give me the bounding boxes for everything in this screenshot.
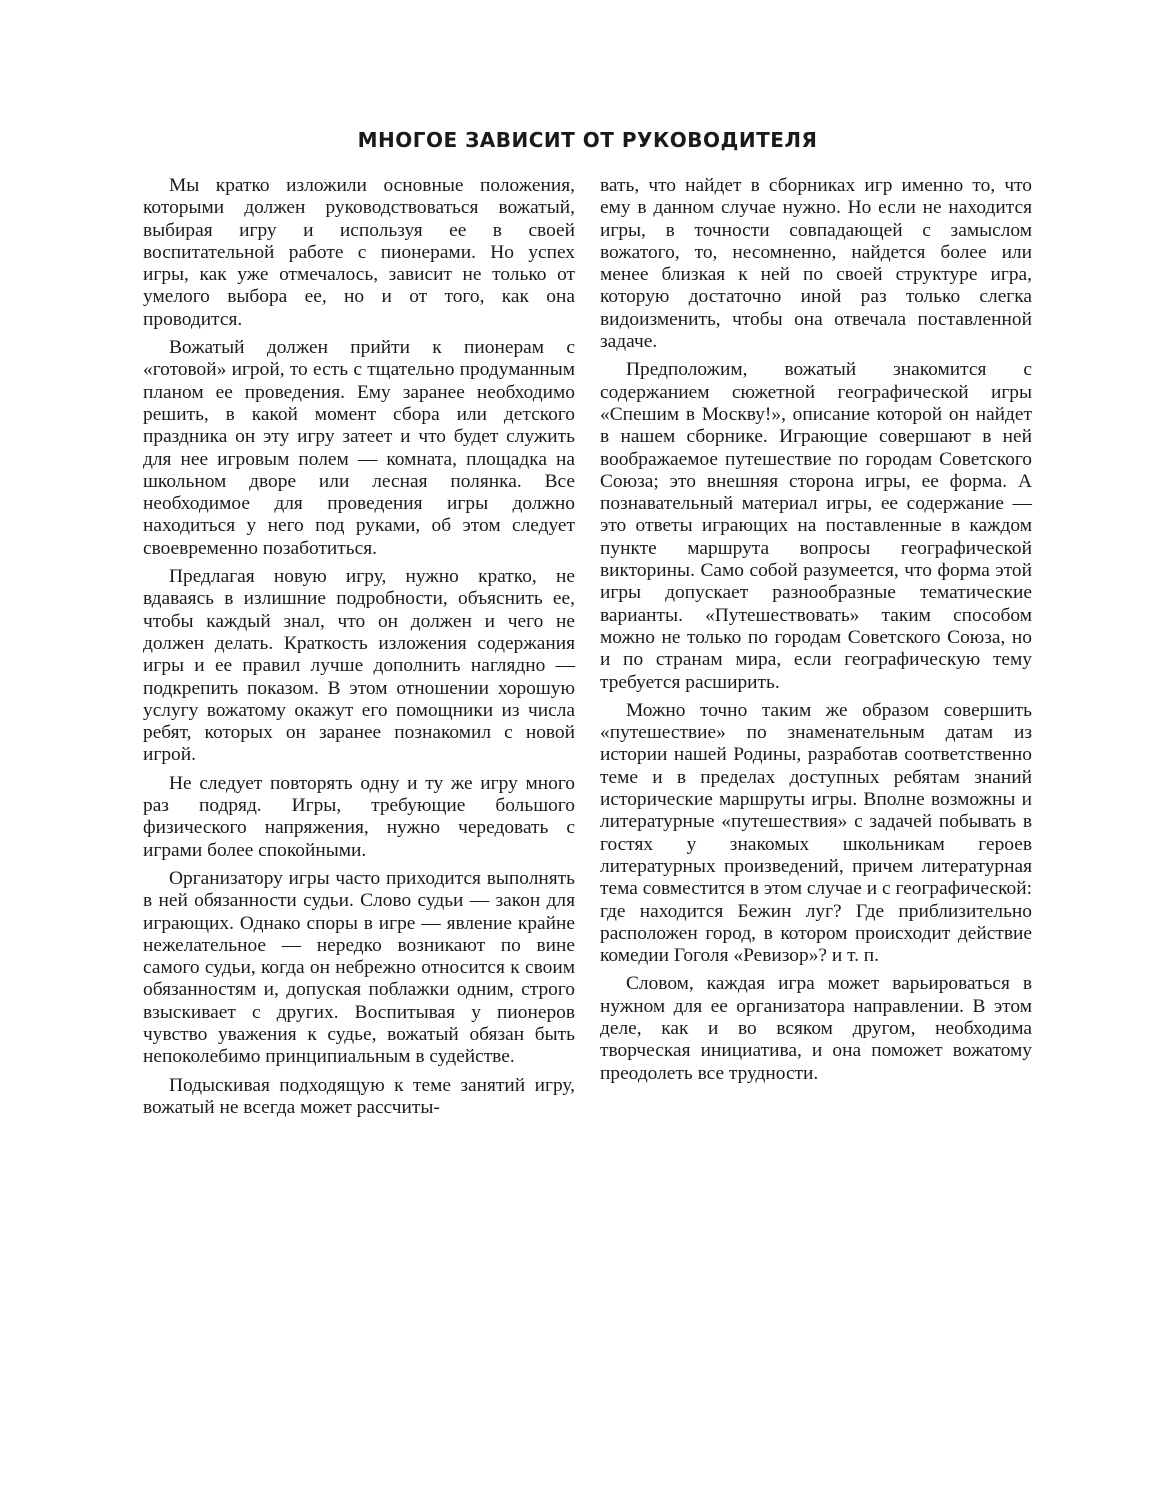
paragraph: Предлагая новую игру, нужно кратко, не вдаваясь в излишние подробности, объяснить ее, чтобы каждый знал, что он должен и чего не должен делать. Краткость изложения содержания игры и ее правил лучше дополнить наглядно — подкрепить показом. В этом отношении хорошую услугу вожатому окажут его помощники из числа ребят, которых он заранее познакомил с новой игрой. xyxy=(143,566,575,766)
paragraph: Организатору игры часто приходится выполнять в ней обязанности судьи. Слово судьи — закон для играющих. Однако споры в игре — явление крайне нежелательное — нередко возникают по вине самого судьи, когда он небрежно относится к своим обязанностям и, допуская поблажки одним, строго взыскивает с других. Воспитывая у пионеров чувство уважения к судье, вожатый обязан быть непоколебимо принципиальным в судействе. xyxy=(143,867,575,1068)
paragraph: Словом, каждая игра может варьироваться в нужном для ее организатора направлении. В этом деле, как и во всяком другом, необходима творческая инициатива, и она поможет вожатому преодолеть все трудности. xyxy=(600,973,1032,1084)
left-column xyxy=(143,175,575,1125)
paragraph: Мы кратко изложили основные положения, которыми должен руководствоваться вожатый, выбирая игру и используя ее в своей воспитательной работе с пионерами. Но успех игры, как уже отмечалось, зависит не только от умелого выбора ее, но и от того, как она проводится. xyxy=(143,175,575,330)
page-title: МНОГОЕ ЗАВИСИТ ОТ РУКОВОДИТЕЛЯ xyxy=(357,128,818,152)
right-column xyxy=(600,175,1032,1091)
paragraph: Подыскивая подходящую к теме занятий игру, вожатый не всегда может рассчиты- xyxy=(143,1074,575,1118)
paragraph-continued: вать, что найдет в сборниках игр именно то, что ему в данном случае нужно. Но если не находится игры, в точности совпадающей с замыслом вожатого, то, несомненно, найдется более или менее близкая к ней по своей структуре игра, которую достаточно иной раз только слегка видоизменить, чтобы она отвечала поставленной задаче. xyxy=(600,175,1032,353)
paragraph: Вожатый должен прийти к пионерам с «готовой» игрой, то есть с тщательно продуманным планом ее проведения. Ему заранее необходимо решить, в какой момент сбора или детского праздника он эту игру затеет и что будет служить для нее игровым полем — комната, площадка на школьном дворе или лесная полянка. Все необходимое для проведения игры должно находиться у него под руками, об этом следует своевременно позаботиться. xyxy=(143,337,575,559)
paragraph: Можно точно таким же образом совершить «путешествие» по знаменательным датам из истории нашей Родины, разработав соответственно теме и в пределах доступных ребятам знаний исторические маршруты игры. Вполне возможны и литературные «путешествия» с задачей побывать в гостях у знакомых школьникам героев литературных произведений, причем литературная тема совместится в этом случае и с географической: где находится Бежин луг? Где приблизительно расположен город, в котором происходит действие комедии Гоголя «Ревизор»? и т. п. xyxy=(600,699,1032,967)
paragraph: Не следует повторять одну и ту же игру много раз подряд. Игры, требующие большого физического напряжения, нужно чередовать с играми более спокойными. xyxy=(143,772,575,861)
paragraph: Предположим, вожатый знакомится с содержанием сюжетной географической игры «Спешим в Москву!», описание которой он найдет в нашем сборнике. Играющие совершают в ней воображаемое путешествие по городам Советского Союза; это внешняя сторона игры, ее форма. А познавательный материал игры, ее содержание — это ответы играющих на поставленные в каждом пункте маршрута вопросы географической викторины. Само собой разумеется, что форма этой игры допускает разнообразные тематические варианты. «Путешествовать» таким способом можно не только по городам Советского Союза, но и по странам мира, если географическую тему требуется расширить. xyxy=(600,359,1032,693)
